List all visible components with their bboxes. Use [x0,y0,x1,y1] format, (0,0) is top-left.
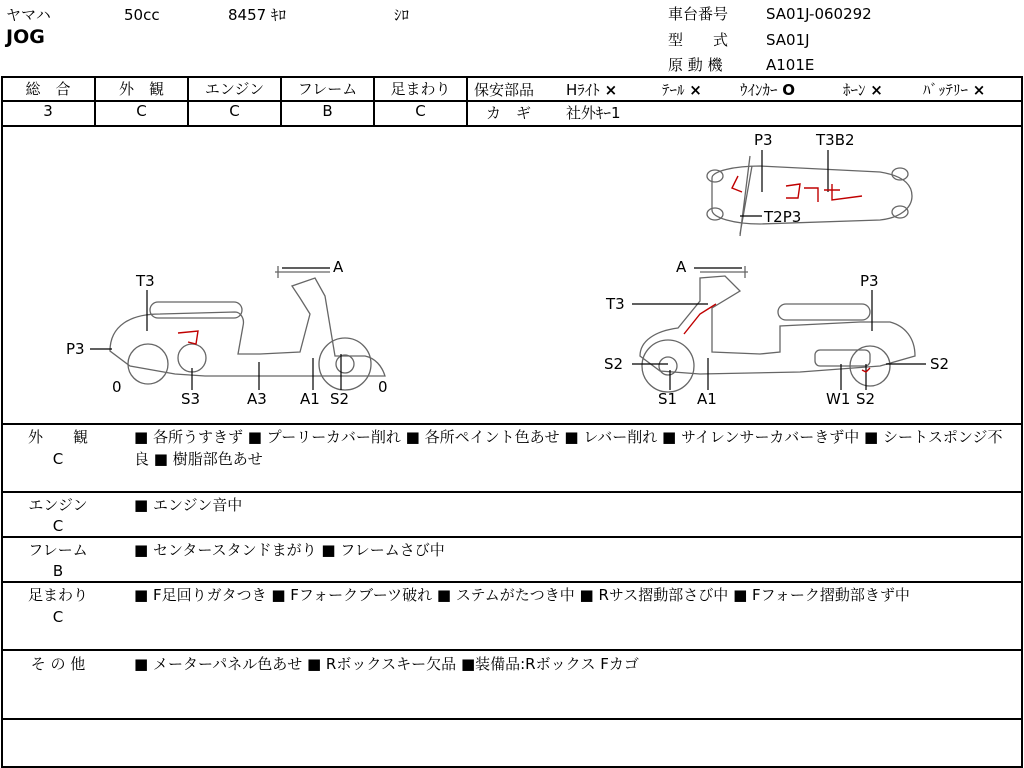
engine-value: A101E [766,56,815,74]
section-engine-title: エンジン [28,496,88,514]
safety-item-horn: ﾎｰﾝ × [843,81,883,99]
label-right-a1: A1 [697,390,717,408]
section-line [1,423,1021,425]
label-right-w1: W1 [826,390,851,408]
rating-header-suspension: 足まわり [390,80,451,98]
rating-header-frame: フレーム [297,80,358,98]
section-line [1,491,1021,493]
rating-value-suspension: C [415,102,426,120]
label-left-a: A [333,258,344,276]
scratch-mark-left [178,331,198,344]
key-value: 社外ｷｰ1 [566,104,621,122]
label-top-t3b2: T3B2 [816,131,855,149]
section-exterior-title: 外 観 [27,428,88,446]
color: ｼﾛ [394,6,410,24]
scooter-top-view [707,156,912,236]
safety-label: 保安部品 [474,81,535,99]
section-frame-text: ■ センタースタンドまがり ■ フレームさび中 [134,541,445,559]
damage-diagram [0,126,1020,424]
section-frame-grade: B [52,562,64,580]
label-right-t3: T3 [606,295,625,313]
ratings-top-line [1,76,1021,78]
label-left-s3: S3 [181,390,201,408]
diagram-right-labels [604,258,949,408]
key-label: カ ギ [486,104,532,122]
type-label: 型 式 [668,31,729,49]
section-engine-text: ■ エンジン音中 [134,496,243,514]
section-suspension-text: ■ F足回りガタつき ■ Fフォークブーツ破れ ■ ステムがたつき中 ■ Rサス摺動部さび中 ■ Fフォーク摺動部きず中 [134,586,910,604]
safety-item-winker: ｳｲﾝｶｰ O [740,81,796,99]
mileage: 8457 ｷﾛ [228,6,286,24]
section-line [1,536,1021,538]
engine-label: 原 動 機 [668,56,723,74]
frame-no-label: 車台番号 [668,5,729,23]
rating-value-engine: C [229,102,240,120]
label-left-0a: 0 [112,378,122,396]
rating-value-frame: B [322,102,333,120]
model-name: JOG [6,26,45,48]
label-right-a: A [676,258,687,276]
ratings-divider [466,76,468,126]
type-value: SA01J [766,31,810,49]
section-exterior-grade: C [52,450,64,468]
section-suspension-grade: C [52,608,64,626]
section-suspension-title: 足まわり [27,586,88,604]
maker: ヤマハ [6,6,51,24]
label-left-t3: T3 [136,272,155,290]
section-other-text: ■ メーターパネル色あせ ■ Rボックスキー欠品 ■装備品:Rボックス Fカゴ [134,655,639,673]
safety-item-battery: ﾊﾞｯﾃﾘｰ × [923,81,986,99]
displacement: 50cc [124,6,160,24]
label-left-p3: P3 [66,340,85,358]
label-right-p3: P3 [860,272,879,290]
safety-item-headlight: Hﾗｲﾄ × [566,81,618,99]
scratch-mark-top-seat [786,184,862,202]
section-line [1,649,1021,651]
section-frame-title: フレーム [28,541,88,559]
rating-value-overall: 3 [43,102,53,120]
frame-no: SA01J-060292 [766,5,872,23]
section-exterior-text: ■ 各所うすきず ■ プーリーカバー削れ ■ 各所ペイント色あせ ■ レバー削れ ■ サイレンサーカバーきず中 ■ シートスポンジ不良 ■ 樹脂部色あせ [134,428,1003,468]
label-left-0b: 0 [378,378,388,396]
label-left-s2: S2 [330,390,350,408]
label-left-a1: A1 [300,390,320,408]
label-right-s2a: S2 [604,355,624,373]
section-line [1,581,1021,583]
label-right-s1: S1 [658,390,678,408]
section-other-title: そ の 他 [30,655,86,673]
label-top-p3: P3 [754,131,773,149]
safety-item-tail: ﾃｰﾙ × [662,81,702,99]
section-engine-grade: C [52,517,64,535]
label-right-s2b: S2 [856,390,876,408]
scratch-mark-top-front [732,176,742,192]
rating-header-overall: 総 合 [25,80,71,98]
label-right-s2c: S2 [930,355,950,373]
rating-header-exterior: 外 観 [118,80,164,98]
scratch-mark-right [684,304,716,334]
label-left-a3: A3 [247,390,267,408]
rating-header-engine: エンジン [204,80,265,98]
label-top-t2p3: T2P3 [764,208,802,226]
diagram-top-labels [732,131,862,226]
rating-value-exterior: C [136,102,147,120]
section-line [1,718,1021,720]
